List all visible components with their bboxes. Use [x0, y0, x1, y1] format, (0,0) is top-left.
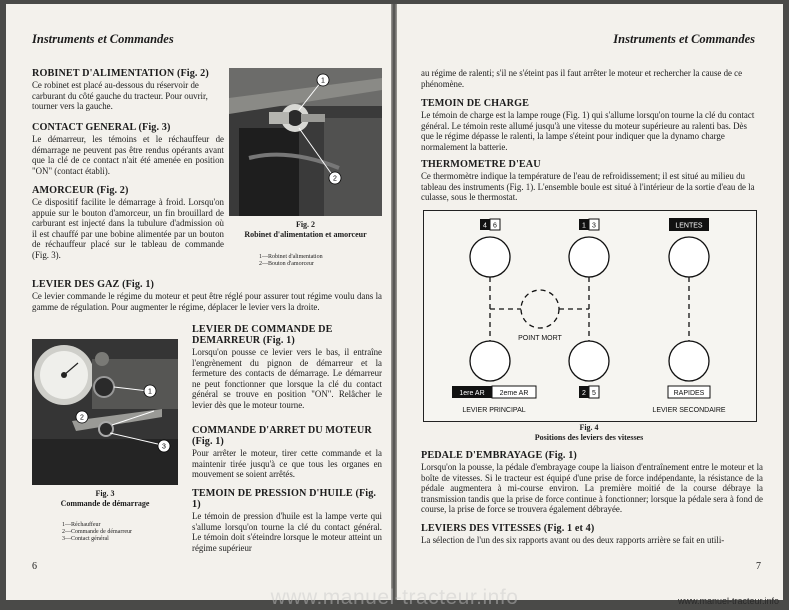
charge-text: Le témoin de charge est la lampe rouge (Fig. 1) qui s'allume lorsqu'on tourne la clé du contact général. Le témoin reste allumé jusqu'à une vitesse du moteur supérieure au ralenti bas. Dès que le régime dépasse le ralenti, la lampe s'éteint pour indiquer que la dynamo charge normalement la batterie. [421, 110, 755, 152]
left-page [6, 4, 391, 600]
gear-4-label: 4 [483, 222, 487, 230]
neutral-position [521, 290, 559, 328]
section-thermo [421, 159, 761, 203]
fig2-caption-title: Robinet d'alimentation et amorceur [244, 229, 367, 239]
gear-2-5-position [569, 341, 609, 381]
left-page-number: 6 [32, 561, 37, 572]
fig4-caption [423, 423, 755, 442]
fig2-legend-1: 1—Robinet d'alimentation [259, 254, 323, 260]
gear-6-label: 6 [493, 222, 497, 230]
lentes-position [669, 237, 709, 277]
arret-title: COMMANDE D'ARRET DU MOTEUR (Fig. 1) [192, 425, 372, 447]
section-levier-demarreur [192, 324, 382, 411]
first-ar-label: 1ere AR [459, 390, 485, 397]
lentes-label: LENTES [675, 222, 703, 230]
section-embrayage [421, 450, 763, 515]
thermo-text: Ce thermomètre indique la température de l'eau de refroidissement; il est situé au milieu du tableau des instruments (Fig. 1). L'ensemble boule est situé à l'intérieur de la sortie d'eau de la culasse, sous le thermostat. [421, 171, 755, 203]
gear-1-label: 1 [582, 222, 586, 230]
embrayage-text: Lorsqu'on la pousse, la pédale d'embrayage coupe la liaison d'entraînement entre le moteur et la boîte de vitesses. Si le tracteur est équipé d'une prise de force indépendante, la résistance de la pédale augmentera à mi-course environ. La première moitié de la course débraye la transmission tandis que la prise de force continue à fonctionner; lorsque la pédale sera à fond de course, la prise de force se trouvera également débrayée. [421, 462, 763, 515]
levier-secondaire-label: LEVIER SECONDAIRE [652, 407, 726, 414]
fig3-caption [32, 489, 178, 508]
vitesses-title: LEVIERS DES VITESSES (Fig. 1 et 4) [421, 523, 595, 534]
pression-text: Le témoin de pression d'huile est la lampe verte qui s'allume lorsqu'on tourne la clé du contact général. Le témoin doit s'éteindre lorsque le moteur atteint un régime supérieur [192, 511, 382, 553]
section-intro [421, 68, 761, 89]
section-levier-gaz [32, 279, 382, 312]
point-mort-label: POINT MORT [518, 335, 562, 342]
fig3-marker-3: 3 [162, 443, 166, 451]
charge-title: TEMOIN DE CHARGE [421, 98, 530, 109]
second-ar-label: 2eme AR [499, 390, 529, 397]
reverse-position [470, 341, 510, 381]
levier-demarreur-title: LEVIER DE COMMANDE DE DEMARREUR (Fig. 1) [192, 324, 333, 346]
levier-demarreur-text: Lorsqu'on pousse ce levier vers le bas, il entraîne l'engrènement du pignon de démarreur et la fermeture des contacts de démarrage. Le démarreur ne peut fonctionner que lorsque la clé du contact général se trouve en position "ON". Relâcher le levier dès que le moteur tourne. [192, 347, 382, 410]
fig3-caption-title: Commande de démarrage [60, 498, 150, 508]
fig3-legend [62, 522, 132, 543]
intro-text: au régime de ralenti; s'il ne s'éteint pas il faut arrêter le moteur et rechercher la cause de ce phénomène. [421, 68, 743, 89]
contact-text: Le démarreur, les témoins et le réchauffeur de démarrage ne peuvent pas être rendus opérants avant que la clé de ce contact n'ait été amenée en position "ON" (contact établi). [32, 134, 224, 176]
thermo-title: THERMOMETRE D'EAU [421, 159, 541, 170]
right-page-header: Instruments et Commandes [613, 32, 755, 46]
right-page-number: 7 [756, 561, 761, 572]
levier-gaz-title: LEVIER DES GAZ (Fig. 1) [32, 279, 155, 290]
gear-5-label: 5 [592, 390, 596, 397]
fig2-marker-2: 2 [333, 175, 337, 183]
section-amorceur [32, 185, 224, 261]
fig3-legend-3: 3—Contact général [62, 536, 109, 542]
rapides-position [669, 341, 709, 381]
site-watermark: www.manuel-tracteur.info [270, 586, 519, 609]
fig4-svg [424, 211, 756, 421]
gear-4-6-position [470, 237, 510, 277]
embrayage-title: PEDALE D'EMBRAYAGE (Fig. 1) [421, 450, 577, 461]
fig2-illustration [229, 68, 382, 216]
site-watermark-small: www.manuel-tracteur.info [677, 596, 779, 606]
section-arret [192, 425, 382, 480]
robinet-title: ROBINET D'ALIMENTATION (Fig. 2) [32, 68, 209, 79]
contact-title: CONTACT GENERAL (Fig. 3) [32, 122, 171, 133]
fig2-legend-2: 2—Bouton d'amorceur [259, 261, 314, 267]
fig3-marker-2: 2 [80, 414, 84, 422]
fig3-illustration [32, 339, 178, 485]
fig2-caption-number: Fig. 2 [295, 220, 316, 229]
amorceur-title: AMORCEUR (Fig. 2) [32, 185, 129, 196]
levier-gaz-text: Ce levier commande le régime du moteur et peut être réglé pour assurer tout régime voulu dans la gamme de régulation. Pour augmenter le régime, déplacer le levier vers la droite. [32, 291, 382, 312]
pression-title: TEMOIN DE PRESSION D'HUILE (Fig. 1) [192, 488, 377, 510]
robinet-text: Ce robinet est placé au-dessous du réservoir de carburant du côté gauche du tracteur. Pour ouvrir, tourner vers la gauche. [32, 80, 208, 112]
section-robinet [32, 68, 224, 112]
fig3-legend-2: 2—Commande de démarreur [62, 529, 132, 535]
gear-2-label: 2 [582, 390, 586, 397]
section-contact [32, 122, 224, 176]
section-pression [192, 488, 382, 553]
fig3-photo [32, 339, 178, 485]
arret-text: Pour arrêter le moteur, tirer cette commande et la maintenir tirée jusqu'à ce que tous les organes en mouvement se soient arrêtés. [192, 448, 382, 480]
fig3-legend-1: 1—Réchauffeur [62, 522, 101, 528]
fig4-gear-diagram [423, 210, 757, 422]
rapides-label: RAPIDES [673, 390, 705, 397]
levier-principal-label: LEVIER PRINCIPAL [462, 407, 526, 414]
fig3-marker-1: 1 [148, 388, 152, 396]
vitesses-text: La sélection de l'un des six rapports avant ou des deux rapports arrière se fait en utili- [421, 535, 725, 545]
fig2-photo [229, 68, 382, 216]
fig2-caption [229, 220, 382, 239]
section-charge [421, 98, 761, 152]
fig4-caption-title: Positions des leviers des vitesses [534, 432, 644, 442]
left-page-header: Instruments et Commandes [32, 32, 174, 46]
fig3-caption-number: Fig. 3 [95, 489, 115, 498]
fig2-legend [259, 254, 323, 268]
amorceur-text: Ce dispositif facilite le démarrage à froid. Lorsqu'on appuie sur le bouton d'amorceur, un fin brouillard de carburant est injecté dans la tubulure d'admission où il est chauffé par une bobine alimentée par un bouton de réchauffeur placé sur le tableau de commande (Fig. 3). [32, 197, 224, 260]
gear-3-label: 3 [592, 222, 596, 230]
right-page [397, 4, 783, 600]
fig4-caption-number: Fig. 4 [579, 423, 599, 432]
fig2-marker-1: 1 [321, 77, 325, 85]
section-vitesses [421, 523, 763, 546]
gear-1-3-position [569, 237, 609, 277]
